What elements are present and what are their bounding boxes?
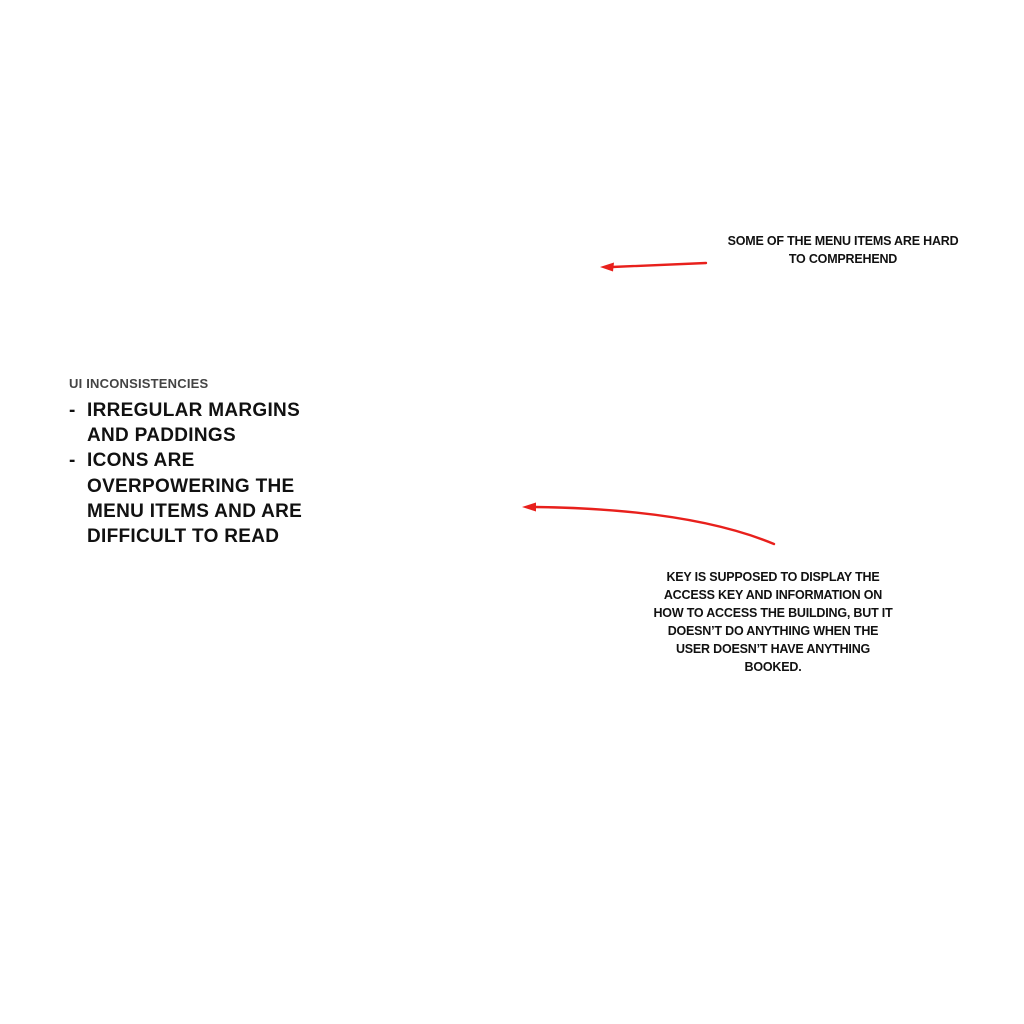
arrowhead-top bbox=[600, 263, 614, 272]
issue-item bbox=[69, 448, 369, 549]
issue-text: ICONS ARE OVERPOWERING THE MENU ITEMS AND ARE DIFFICULT TO READ bbox=[87, 450, 303, 548]
ui-inconsistencies-block bbox=[69, 376, 369, 549]
issue-bullet: - bbox=[69, 450, 76, 472]
annotation-key: KEY IS SUPPOSED TO DISPLAY THE ACCESS KEY AND INFORMATION ON HOW TO ACCESS THE BUILDING, BUT IT DOESN’T DO ANYTHING WHEN THE USER DOESN’T HAVE ANYTHING BOOKED. bbox=[653, 570, 893, 674]
arrow-to-key bbox=[522, 503, 774, 545]
arrow-to-menu-items bbox=[600, 263, 706, 272]
arrow-line-top bbox=[612, 263, 706, 267]
arrowhead-bottom bbox=[522, 503, 536, 512]
issue-item bbox=[69, 398, 369, 448]
annotation-menu-items: SOME OF THE MENU ITEMS ARE HARD TO COMPREHEND bbox=[727, 234, 959, 266]
issue-text: IRREGULAR MARGINS AND PADDINGS bbox=[87, 400, 301, 447]
issue-list bbox=[69, 398, 369, 549]
issue-bullet: - bbox=[69, 400, 76, 421]
arrow-line-bottom bbox=[535, 507, 774, 544]
issues-heading: UI INCONSISTENCIES bbox=[69, 376, 209, 391]
